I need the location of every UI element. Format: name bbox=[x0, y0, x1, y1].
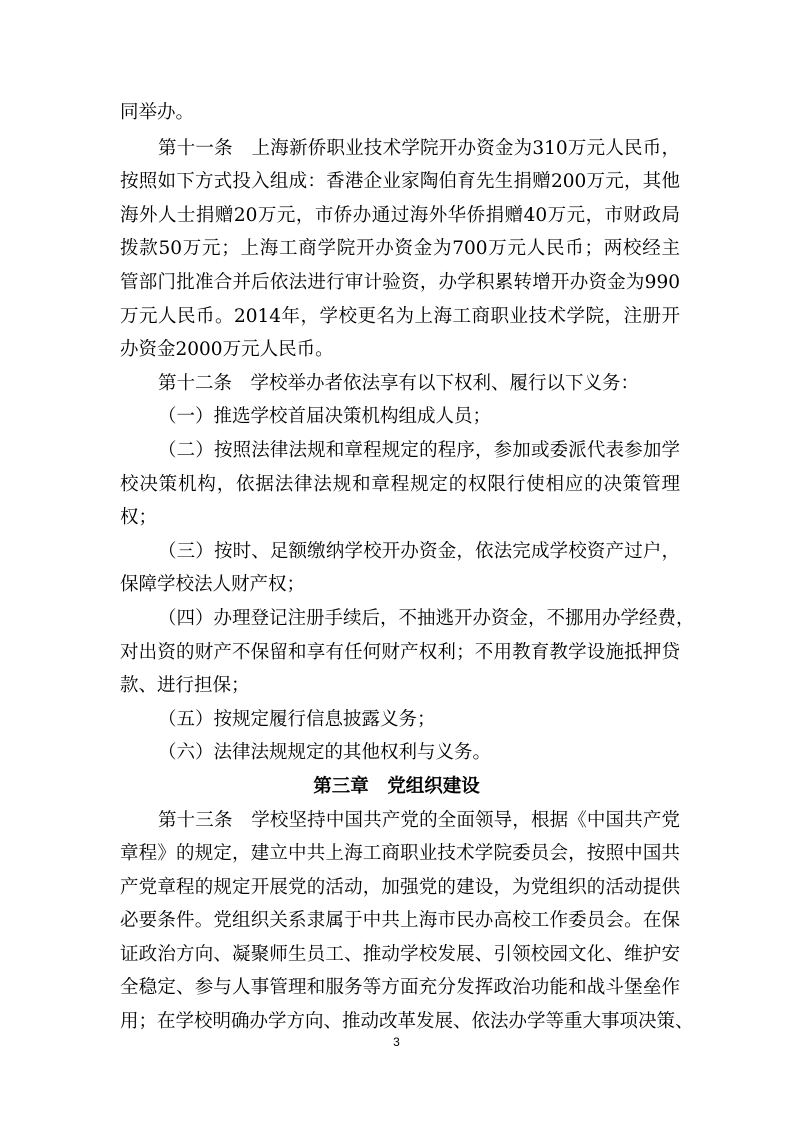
text-line: 章程》的规定，建立中共上海工商职业技术学院委员会，按照中国共 bbox=[120, 843, 680, 864]
text-line: 拨款50万元；上海工商学院开办资金为700万元人民币；两校经主 bbox=[120, 238, 680, 259]
list-item-5: （五）按规定履行信息披露义务； bbox=[158, 709, 436, 730]
text-line: 同举办。 bbox=[120, 102, 195, 123]
article-11-line: 第十一条 上海新侨职业技术学院开办资金为310万元人民币， bbox=[158, 138, 680, 159]
list-item-4: （四）办理登记注册手续后，不抽逃开办资金，不挪用办学经费， bbox=[158, 608, 695, 629]
text-line: 全稳定、参与人事管理和服务等方面充分发挥政治功能和战斗堡垒作 bbox=[120, 977, 680, 998]
text-line: 管部门批准合并后依法进行审计验资，办学积累转增开办资金为990 bbox=[120, 272, 680, 293]
text-line: 款、进行担保； bbox=[120, 675, 250, 696]
text-line: 产党章程的规定开展党的活动，加强党的建设，为党组织的活动提供 bbox=[120, 877, 680, 898]
list-item-3: （三）按时、足额缴纳学校开办资金，依法完成学校资产过户， bbox=[158, 541, 680, 562]
text-line: 万元人民币。2014年，学校更名为上海工商职业技术学院，注册开 bbox=[120, 306, 680, 327]
text-line: 校决策机构，依据法律法规和章程规定的权限行使相应的决策管理 bbox=[120, 474, 680, 495]
text-line: 保障学校法人财产权； bbox=[120, 574, 306, 595]
text-line: 办资金2000万元人民币。 bbox=[120, 339, 334, 360]
page-number: 3 bbox=[393, 1035, 400, 1049]
text-line: 证政治方向、凝聚师生员工、推动学校发展、引领校园文化、维护安 bbox=[120, 944, 680, 965]
text-line: 对出资的财产不保留和享有任何财产权利；不用教育教学设施抵押贷 bbox=[120, 642, 680, 663]
list-item-6: （六）法律法规规定的其他权利与义务。 bbox=[158, 742, 492, 763]
list-item-2: （二）按照法律法规和章程规定的程序，参加或委派代表参加学 bbox=[158, 440, 680, 461]
text-line: 按照如下方式投入组成：香港企业家陶伯育先生捐赠200万元，其他 bbox=[120, 171, 680, 192]
text-line: 用；在学校明确办学方向、推动改革发展、依法办学等重大事项决策、 bbox=[120, 1011, 694, 1032]
text-line: 必要条件。党组织关系隶属于中共上海市民办高校工作委员会。在保 bbox=[120, 910, 680, 931]
article-12-line: 第十二条 学校举办者依法享有以下权利、履行以下义务： bbox=[158, 373, 640, 394]
chapter-heading: 第三章 党组织建设 bbox=[313, 776, 480, 797]
text-line: 权； bbox=[120, 507, 158, 528]
article-13-line: 第十三条 学校坚持中国共产党的全面领导，根据《中国共产党 bbox=[158, 810, 680, 831]
list-item-1: （一）推选学校首届决策机构组成人员； bbox=[158, 406, 492, 427]
text-line: 海外人士捐赠20万元，市侨办通过海外华侨捐赠40万元，市财政局 bbox=[120, 205, 680, 226]
